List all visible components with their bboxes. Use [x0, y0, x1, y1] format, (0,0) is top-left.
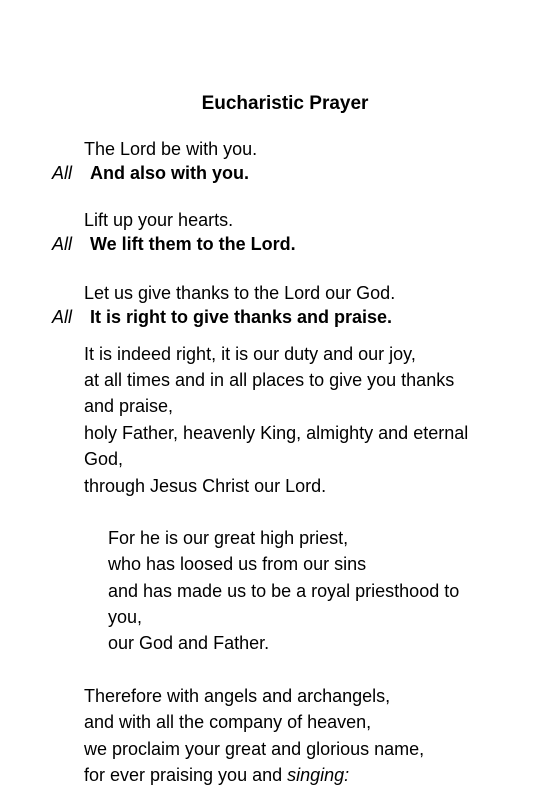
closing-line-text: for ever praising you and	[84, 765, 283, 785]
preface-line: God,	[84, 449, 124, 469]
people-label: All	[52, 307, 73, 327]
proper-line: For he is our great high priest,	[108, 528, 349, 548]
preface-line: It is indeed right, it is our duty and our joy,	[84, 344, 416, 364]
people-label: All	[52, 234, 73, 254]
closing-line	[84, 764, 349, 786]
people-response: It is right to give thanks and praise.	[90, 307, 393, 327]
page-title: Eucharistic Prayer	[201, 93, 369, 114]
closing-line-italic: singing:	[287, 765, 350, 785]
preface-line: at all times and in all places to give you thanks	[84, 370, 455, 390]
people-response: And also with you.	[90, 163, 250, 183]
closing-line: Therefore with angels and archangels,	[84, 686, 391, 706]
preface-line: holy Father, heavenly King, almighty and eternal	[84, 423, 469, 443]
preface-line: through Jesus Christ our Lord.	[84, 476, 327, 496]
closing-line: we proclaim your great and glorious name,	[84, 739, 425, 759]
closing-line: and with all the company of heaven,	[84, 712, 372, 732]
people-response: We lift them to the Lord.	[90, 234, 296, 254]
proper-line: and has made us to be a royal priesthood to	[108, 581, 460, 601]
proper-line: our God and Father.	[108, 633, 270, 653]
leader-line: The Lord be with you.	[84, 139, 258, 159]
proper-line: you,	[108, 607, 143, 627]
leader-line: Let us give thanks to the Lord our God.	[84, 283, 396, 303]
proper-line: who has loosed us from our sins	[108, 554, 367, 574]
leader-line: Lift up your hearts.	[84, 210, 234, 230]
preface-line: and praise,	[84, 396, 174, 416]
people-label: All	[52, 163, 73, 183]
